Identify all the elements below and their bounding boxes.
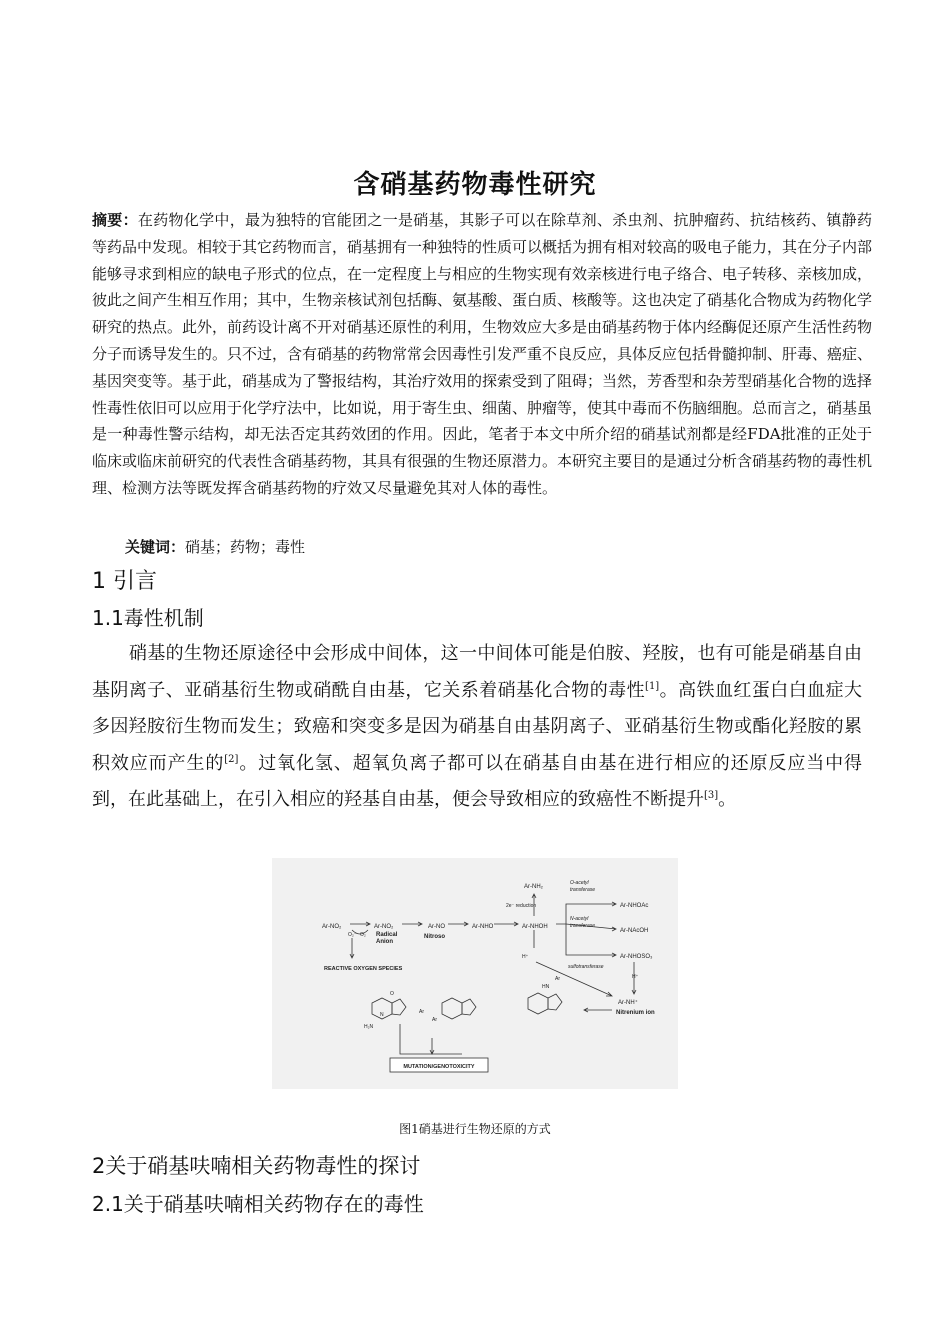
label-nitrenium: Nitrenium ion <box>616 1010 655 1016</box>
section-heading-1: 1 引言 <box>92 569 157 594</box>
label-nitroso: Nitroso <box>424 934 445 940</box>
label-h2n: H₂N <box>364 1024 374 1030</box>
label-nacetyl: N-acetyl <box>570 916 589 922</box>
paragraph-text-4: 。 <box>718 789 737 811</box>
label-hplus-1: H⁺ <box>522 954 529 960</box>
label-n: N <box>380 1012 384 1018</box>
paragraph-text-1: 硝基的生物还原途径中会形成中间体，这一中间体可能是伯胺、羟胺，也有可能是硝基自由基阴离子、亚硝基衍生物或硝酰自由基，它关系着硝基化合物的毒性 <box>92 643 862 701</box>
reaction-arrows <box>350 894 636 1054</box>
label-arnhplus: Ar-NH⁺ <box>618 1000 638 1006</box>
label-anion: Anion <box>376 939 393 945</box>
label-arno: Ar-NO <box>428 924 445 930</box>
label-o: O <box>390 991 394 997</box>
figure-nitro-bioreduction <box>272 858 678 1089</box>
label-ar-2: Ar <box>419 1009 424 1015</box>
body-paragraph <box>92 636 862 819</box>
label-hn: HN <box>542 984 550 990</box>
label-arnhoso3: Ar-NHOSO₃ <box>620 954 653 960</box>
paragraph-text-3: 。过氧化氢、超氧负离子都可以在硝基自由基在进行相应的还原反应当中得到，在此基础上，在引入相应的羟基自由基，便会导致相应的致癌性不断提升 <box>92 752 863 811</box>
label-mutation: MUTATION/GENOTOXICITY <box>403 1064 475 1070</box>
citation-2[interactable]: [2] <box>224 753 239 765</box>
nucleobase-structures <box>372 993 562 1019</box>
section-heading-2-1: 2.1关于硝基呋喃相关药物存在的毒性 <box>92 1192 424 1216</box>
abstract-text: 在药物化学中，最为独特的官能团之一是硝基，其影子可以在除草剂、杀虫剂、抗肿瘤药、抗结核药、镇静药等药品中发现。相较于其它药物而言，硝基拥有一种独特的性质可以概括为拥有相对较高的吸电子能力，其在分子内部能够寻求到相应的缺电子形式的位点，在一定程度上与相应的生物实现有效亲核进行电子络合、电子转移、亲核加成，彼此之间产生相互作用；其中，生物亲核试剂包括酶、氨基酸、蛋白质、核酸等。这也决定了硝基化合物成为药物化学研究的热点。此外，前药设计离不开对硝基还原性的利用，生物效应大多是由硝基药物于体内经酶促还原产生活性药物分子而诱导发生的。只不过，含有硝基的药物常常会因毒性引发严重不良反应，具体反应包括骨髓抑制、肝毒、癌症、基因突变等。基于此，硝基成为了警报结构，其治疗效用的探索受到了阻碍；当然，芳香型和杂芳型硝基化合物的选择性毒性依旧可以应用于化学疗法中，比如说，用于寄生虫、细菌、肿瘤等，使其中毒而不伤脑细胞。总而言之，硝基虽是一种毒性警示结构，却无法否定其药效团的作用。因此，笔者于本文中所介绍的硝基试剂都是经FDA批准的正处于临床或临床前研究的代表性含硝基药物，其具有很强的生物还原潜力。本研究主要目的是通过分析含硝基药物的毒性机理、检测方法等既发挥含硝基药物的疗效又尽量避免其对人体的毒性。 <box>92 211 873 497</box>
keywords-label: 关键词： <box>125 538 186 556</box>
label-arnho: Ar-NHO <box>472 924 494 930</box>
label-arnhoac: Ar-NHOAc <box>620 903 649 909</box>
keywords-text: 硝基；药物；毒性 <box>185 538 306 556</box>
label-ar-1: Ar <box>555 976 560 982</box>
label-oacetyl: O-acetyl <box>570 880 589 886</box>
section-heading-1-1: 1.1毒性机制 <box>92 606 204 630</box>
label-arnh2: Ar-NH₂ <box>524 884 543 890</box>
reaction-scheme-diagram <box>272 858 678 1089</box>
label-ar-3: Ar <box>432 1017 437 1023</box>
section-heading-2: 2关于硝基呋喃相关药物毒性的探讨 <box>92 1154 421 1178</box>
paper-title: 含硝基药物毒性研究 <box>353 170 597 200</box>
paragraph-text-2: 。高铁血红蛋白白血症大多因羟胺衍生物而发生；致癌和突变多是因为硝基自由基阴离子、亚硝基衍生物或酯化羟胺的累积效应而产生的 <box>92 679 863 774</box>
label-o2: O₂ <box>360 932 366 938</box>
abstract-label: 摘要： <box>92 211 138 229</box>
label-arnacoh: Ar-NAcOH <box>620 928 649 934</box>
keywords <box>125 535 305 559</box>
citation-1[interactable]: [1] <box>645 680 660 692</box>
label-reduction: 2e⁻ reduction <box>506 903 537 909</box>
figure-caption: 图1硝基进行生物还原的方式 <box>399 1122 551 1136</box>
label-arnhoh: Ar-NHOH <box>522 924 548 930</box>
label-hplus-2: H⁺ <box>632 974 639 980</box>
label-transferase-2: transferase <box>570 923 596 929</box>
label-ros: REACTIVE OXYGEN SPECIES <box>324 966 403 972</box>
label-arno2-radical: Ar-NO₂ <box>374 924 394 930</box>
citation-3[interactable]: [3] <box>704 790 719 802</box>
label-arno2: Ar-NO₂ <box>322 924 342 930</box>
label-o2minus: O₂⁻ <box>348 932 357 938</box>
label-radical: Radical <box>376 932 398 938</box>
abstract <box>92 207 872 502</box>
label-sulfotransferase: sulfotransferase <box>568 964 604 970</box>
label-transferase-1: transferase <box>570 887 596 893</box>
